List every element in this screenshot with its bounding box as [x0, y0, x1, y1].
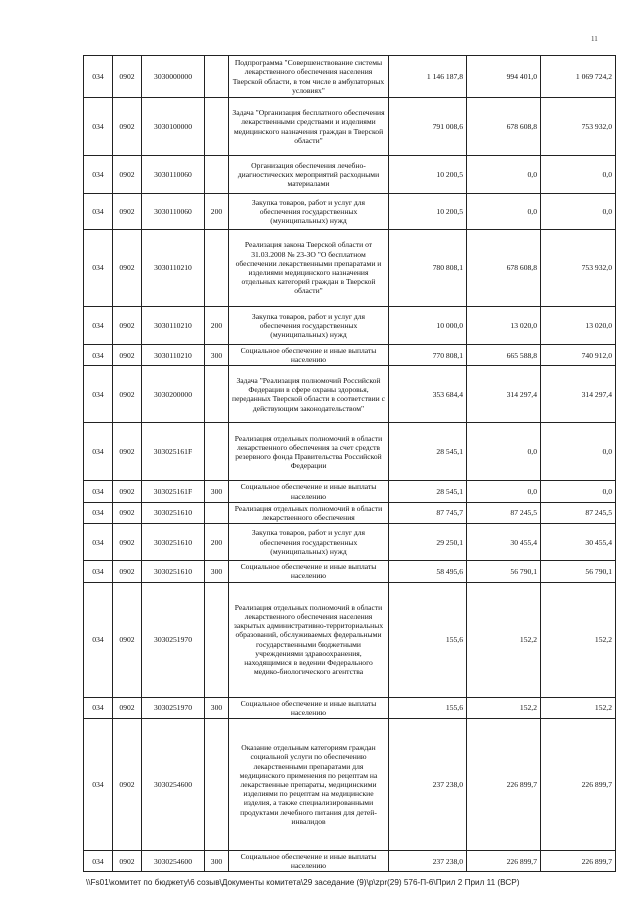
section-code-cell: 0902	[113, 345, 142, 366]
section-code-cell: 0902	[113, 307, 142, 345]
expense-type-cell: 300	[205, 345, 229, 366]
expense-type-cell	[205, 423, 229, 481]
description-cell: Оказание отдельным категориям граждан социальной услуги по обеспечению лекарственными препаратами для медицинского применения по рецептам на лекарственные препараты, медицинскими изделиями по рецептам на медицинские изделия, а также специализированными продуктами лечебного питания для детей-инвалидов	[229, 719, 389, 851]
section-code-cell: 0902	[113, 194, 142, 230]
section-code-cell: 0902	[113, 697, 142, 718]
target-article-cell: 3030110210	[142, 230, 205, 307]
admin-code-cell: 034	[84, 481, 113, 502]
table-row	[84, 561, 616, 582]
target-article-cell: 303025161F	[142, 423, 205, 481]
admin-code-cell: 034	[84, 307, 113, 345]
table-row	[84, 582, 616, 697]
expense-type-cell	[205, 156, 229, 194]
amount-year1-cell: 10 000,0	[389, 307, 467, 345]
description-cell: Социальное обеспечение и иные выплаты населению	[229, 561, 389, 582]
amount-year2-cell: 678 608,8	[467, 98, 541, 156]
expense-type-cell: 200	[205, 524, 229, 561]
amount-year3-cell: 0,0	[541, 481, 616, 502]
admin-code-cell: 034	[84, 98, 113, 156]
admin-code-cell: 034	[84, 719, 113, 851]
expense-type-cell: 300	[205, 481, 229, 502]
section-code-cell: 0902	[113, 98, 142, 156]
target-article-cell: 3030100000	[142, 98, 205, 156]
section-code-cell: 0902	[113, 502, 142, 523]
description-cell: Закупка товаров, работ и услуг для обеспечения государственных (муниципальных) нужд	[229, 194, 389, 230]
expense-type-cell	[205, 98, 229, 156]
amount-year1-cell: 29 250,1	[389, 524, 467, 561]
table-row	[84, 851, 616, 872]
section-code-cell: 0902	[113, 156, 142, 194]
amount-year3-cell: 740 912,0	[541, 345, 616, 366]
amount-year1-cell: 237 238,0	[389, 719, 467, 851]
table-row	[84, 56, 616, 98]
amount-year1-cell: 155,6	[389, 697, 467, 718]
section-code-cell: 0902	[113, 524, 142, 561]
description-cell: Закупка товаров, работ и услуг для обеспечения государственных (муниципальных) нужд	[229, 307, 389, 345]
expense-type-cell: 300	[205, 851, 229, 872]
admin-code-cell: 034	[84, 230, 113, 307]
amount-year3-cell: 1 069 724,2	[541, 56, 616, 98]
amount-year1-cell: 1 146 187,8	[389, 56, 467, 98]
section-code-cell: 0902	[113, 851, 142, 872]
amount-year3-cell: 226 899,7	[541, 719, 616, 851]
table-row	[84, 345, 616, 366]
table-row	[84, 307, 616, 345]
amount-year3-cell: 0,0	[541, 194, 616, 230]
admin-code-cell: 034	[84, 156, 113, 194]
description-cell: Социальное обеспечение и иные выплаты населению	[229, 697, 389, 718]
amount-year2-cell: 152,2	[467, 697, 541, 718]
amount-year3-cell: 226 899,7	[541, 851, 616, 872]
section-code-cell: 0902	[113, 561, 142, 582]
admin-code-cell: 034	[84, 502, 113, 523]
expense-type-cell	[205, 366, 229, 423]
expense-type-cell: 300	[205, 697, 229, 718]
amount-year3-cell: 30 455,4	[541, 524, 616, 561]
description-cell: Реализация отдельных полномочий в области лекарственного обеспечения за счет средств резервного фонда Правительства Российской Федерации	[229, 423, 389, 481]
expense-type-cell: 200	[205, 307, 229, 345]
amount-year1-cell: 10 200,5	[389, 156, 467, 194]
table-row	[84, 524, 616, 561]
amount-year2-cell: 0,0	[467, 423, 541, 481]
table-row	[84, 98, 616, 156]
description-cell: Социальное обеспечение и иные выплаты населению	[229, 481, 389, 502]
section-code-cell: 0902	[113, 366, 142, 423]
amount-year2-cell: 994 401,0	[467, 56, 541, 98]
amount-year1-cell: 58 495,6	[389, 561, 467, 582]
table-row	[84, 230, 616, 307]
target-article-cell: 303025161F	[142, 481, 205, 502]
amount-year3-cell: 13 020,0	[541, 307, 616, 345]
expense-type-cell	[205, 230, 229, 307]
expense-type-cell	[205, 582, 229, 697]
amount-year2-cell: 87 245,5	[467, 502, 541, 523]
amount-year1-cell: 155,6	[389, 582, 467, 697]
admin-code-cell: 034	[84, 697, 113, 718]
amount-year2-cell: 13 020,0	[467, 307, 541, 345]
admin-code-cell: 034	[84, 851, 113, 872]
section-code-cell: 0902	[113, 230, 142, 307]
amount-year1-cell: 28 545,1	[389, 481, 467, 502]
file-path-footer: \\Fs01\комитет по бюджету\6 созыв\Документы комитета\29 заседание (9)\p\zpr(29) 576-П-6\Прил 2 Прил 11 (ВСР)	[86, 878, 520, 887]
amount-year2-cell: 226 899,7	[467, 851, 541, 872]
expense-type-cell: 300	[205, 561, 229, 582]
section-code-cell: 0902	[113, 56, 142, 98]
table-row	[84, 423, 616, 481]
amount-year1-cell: 28 545,1	[389, 423, 467, 481]
amount-year3-cell: 56 790,1	[541, 561, 616, 582]
expense-type-cell: 200	[205, 194, 229, 230]
amount-year3-cell: 753 932,0	[541, 98, 616, 156]
admin-code-cell: 034	[84, 561, 113, 582]
table-row	[84, 502, 616, 523]
expense-type-cell	[205, 502, 229, 523]
description-cell: Реализация отдельных полномочий в области лекарственного обеспечения населения закрытых административно-территориальных образований, обслуживаемых федеральными государственными бюджетными учреждениями здравоохранения, находящимися в ведении Федерального медико-биологического агентства	[229, 582, 389, 697]
section-code-cell: 0902	[113, 582, 142, 697]
section-code-cell: 0902	[113, 481, 142, 502]
section-code-cell: 0902	[113, 423, 142, 481]
amount-year3-cell: 152,2	[541, 697, 616, 718]
admin-code-cell: 034	[84, 56, 113, 98]
section-code-cell: 0902	[113, 719, 142, 851]
admin-code-cell: 034	[84, 582, 113, 697]
amount-year2-cell: 0,0	[467, 481, 541, 502]
budget-table	[83, 55, 616, 872]
description-cell: Подпрограмма "Совершенствование системы лекарственного обеспечения населения Тверской области, в том числе в амбулаторных условиях"	[229, 56, 389, 98]
target-article-cell: 3030110210	[142, 307, 205, 345]
description-cell: Задача "Организация бесплатного обеспечения лекарственными средствами и изделиями медицинского назначения граждан в Тверской области"	[229, 98, 389, 156]
target-article-cell: 3030110060	[142, 194, 205, 230]
amount-year3-cell: 152,2	[541, 582, 616, 697]
amount-year1-cell: 353 684,4	[389, 366, 467, 423]
admin-code-cell: 034	[84, 423, 113, 481]
amount-year1-cell: 10 200,5	[389, 194, 467, 230]
admin-code-cell: 034	[84, 345, 113, 366]
amount-year2-cell: 0,0	[467, 156, 541, 194]
amount-year3-cell: 753 932,0	[541, 230, 616, 307]
amount-year1-cell: 87 745,7	[389, 502, 467, 523]
table-row	[84, 156, 616, 194]
amount-year1-cell: 791 008,6	[389, 98, 467, 156]
amount-year2-cell: 56 790,1	[467, 561, 541, 582]
amount-year1-cell: 780 808,1	[389, 230, 467, 307]
admin-code-cell: 034	[84, 366, 113, 423]
description-cell: Реализация отдельных полномочий в области лекарственного обеспечения	[229, 502, 389, 523]
amount-year1-cell: 237 238,0	[389, 851, 467, 872]
description-cell: Организация обеспечения лечебно-диагностических мероприятий расходными материалами	[229, 156, 389, 194]
amount-year3-cell: 0,0	[541, 423, 616, 481]
description-cell: Закупка товаров, работ и услуг для обеспечения государственных (муниципальных) нужд	[229, 524, 389, 561]
target-article-cell: 3030110060	[142, 156, 205, 194]
target-article-cell: 3030000000	[142, 56, 205, 98]
expense-type-cell	[205, 56, 229, 98]
amount-year2-cell: 678 608,8	[467, 230, 541, 307]
amount-year2-cell: 665 588,8	[467, 345, 541, 366]
target-article-cell: 3030251610	[142, 561, 205, 582]
target-article-cell: 3030251970	[142, 582, 205, 697]
table-row	[84, 697, 616, 718]
description-cell: Реализация закона Тверской области от 31.03.2008 № 23-ЗО "О бесплатном обеспечении лекарственными препаратами и изделиями медицинского назначения отдельных категорий граждан в Тверской области"	[229, 230, 389, 307]
page-number: 11	[591, 35, 598, 43]
target-article-cell: 3030200000	[142, 366, 205, 423]
admin-code-cell: 034	[84, 524, 113, 561]
expense-type-cell	[205, 719, 229, 851]
amount-year3-cell: 314 297,4	[541, 366, 616, 423]
amount-year1-cell: 770 808,1	[389, 345, 467, 366]
target-article-cell: 3030251970	[142, 697, 205, 718]
table-row	[84, 366, 616, 423]
amount-year2-cell: 152,2	[467, 582, 541, 697]
amount-year2-cell: 30 455,4	[467, 524, 541, 561]
amount-year2-cell: 314 297,4	[467, 366, 541, 423]
table-row	[84, 719, 616, 851]
description-cell: Социальное обеспечение и иные выплаты населению	[229, 345, 389, 366]
amount-year3-cell: 0,0	[541, 156, 616, 194]
target-article-cell: 3030110210	[142, 345, 205, 366]
description-cell: Социальное обеспечение и иные выплаты населению	[229, 851, 389, 872]
table-row	[84, 194, 616, 230]
amount-year2-cell: 226 899,7	[467, 719, 541, 851]
target-article-cell: 3030251610	[142, 524, 205, 561]
table-row	[84, 481, 616, 502]
target-article-cell: 3030251610	[142, 502, 205, 523]
amount-year2-cell: 0,0	[467, 194, 541, 230]
amount-year3-cell: 87 245,5	[541, 502, 616, 523]
target-article-cell: 3030254600	[142, 851, 205, 872]
description-cell: Задача "Реализация полномочий Российской Федерации в сфере охраны здоровья, переданных Тверской области в соответствии с действующим законодательством"	[229, 366, 389, 423]
target-article-cell: 3030254600	[142, 719, 205, 851]
admin-code-cell: 034	[84, 194, 113, 230]
